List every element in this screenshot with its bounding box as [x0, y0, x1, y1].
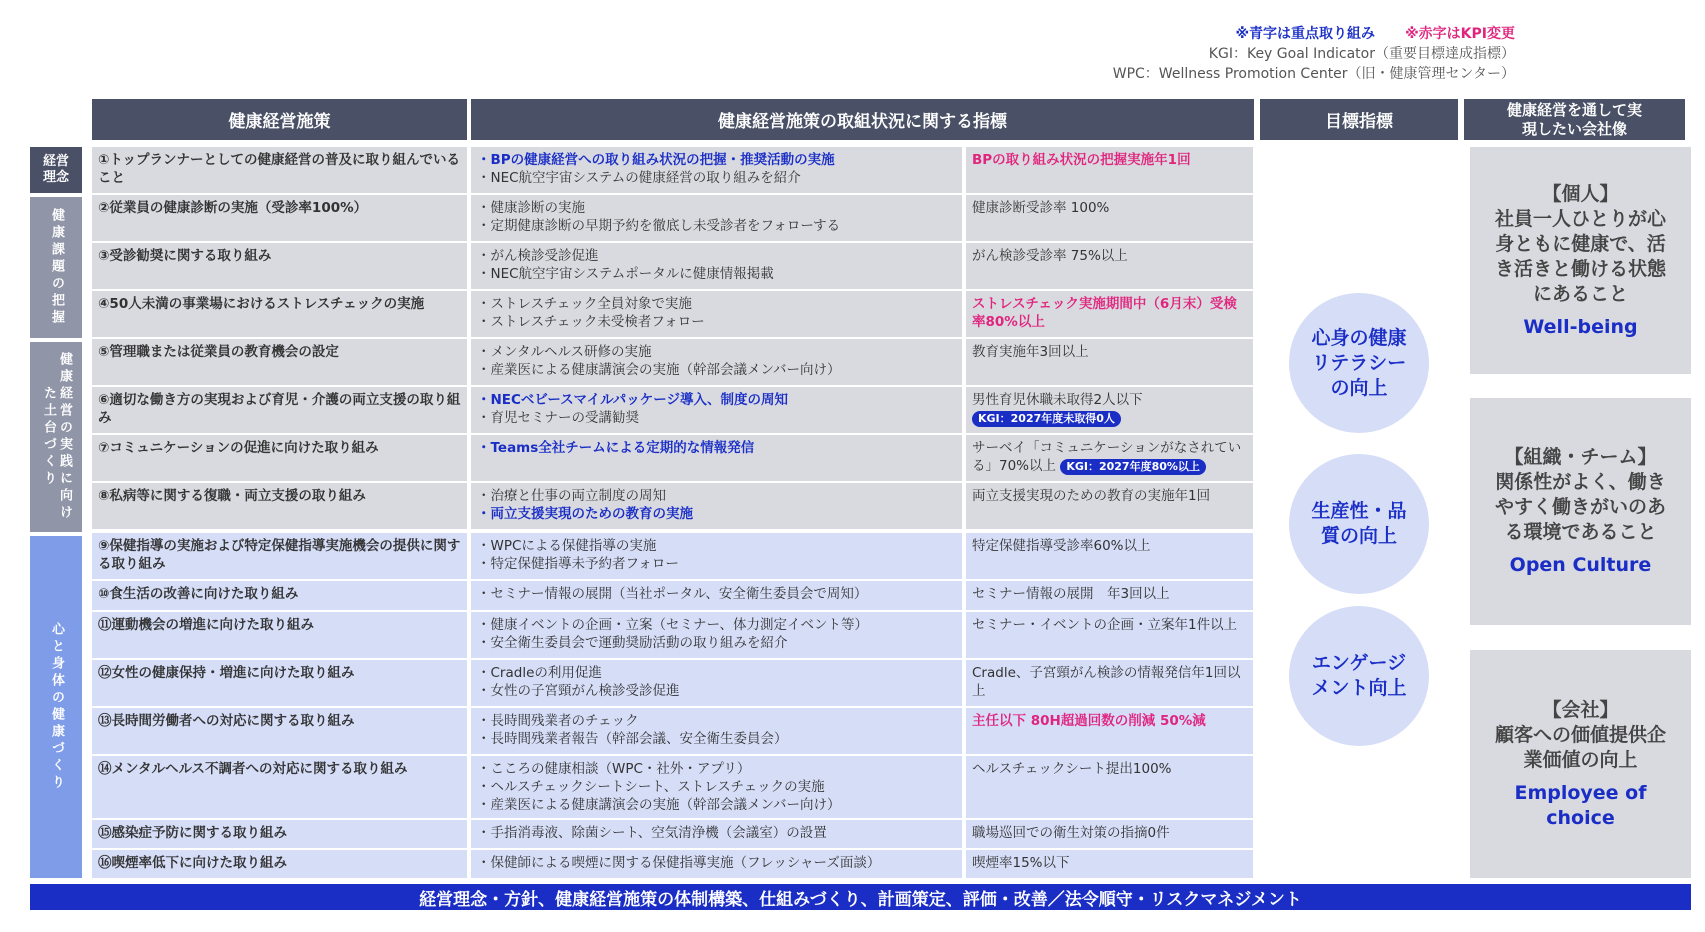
- actions-cell: ・手指消毒液、除菌シート、空気清浄機（会議室）の設置: [471, 820, 962, 848]
- header-targets: 目標指標: [1260, 99, 1458, 140]
- table-row: [92, 612, 1253, 658]
- indicator-cell: 教育実施年3回以上: [966, 339, 1253, 385]
- vision-body: 社員一人ひとりが心身ともに健康で、活き活きと働ける状態にあること: [1494, 207, 1666, 305]
- measure-cell: ⑬長時間労働者への対応に関する取り組み: [92, 708, 467, 754]
- vision-body: 関係性がよく、働きやすく働きがいのある環境であること: [1494, 471, 1666, 543]
- vision-english: Well-being: [1523, 315, 1638, 338]
- actions-cell: ・保健師による喫煙に関する保健指導実施（フレッシャーズ面談）: [471, 850, 962, 878]
- table-row: [92, 339, 1253, 385]
- indicator-cell: 男性育児休職未取得2人以下 KGI：2027年度未取得0人: [966, 387, 1253, 433]
- vision-title: 【組織・チーム】: [1504, 446, 1657, 468]
- actions-cell: ・治療と仕事の両立制度の周知 ・両立支援実現のための教育の実施: [471, 483, 962, 529]
- header-vision: 健康経営を通して実現したい会社像: [1464, 99, 1685, 140]
- category-mind-body: 心と身体の健康づくり: [30, 536, 82, 878]
- table-row: [92, 850, 1253, 878]
- measure-cell: ⑧私病等に関する復職・両立支援の取り組み: [92, 483, 467, 529]
- indicator-cell: がん検診受診率 75%以上: [966, 243, 1253, 289]
- table-row: [92, 483, 1253, 529]
- header-measures: 健康経営施策: [92, 99, 467, 140]
- measure-cell: ③受診勧奨に関する取り組み: [92, 243, 467, 289]
- indicator-cell: 特定保健指導受診率60%以上: [966, 533, 1253, 579]
- table-row: [92, 708, 1253, 754]
- measure-cell: ⑯喫煙率低下に向けた取り組み: [92, 850, 467, 878]
- legend: [1113, 24, 1515, 84]
- measure-cell: ⑪運動機会の増進に向けた取り組み: [92, 612, 467, 658]
- indicator-cell: 職場巡回での衛生対策の指摘0件: [966, 820, 1253, 848]
- header-indicators: 健康経営施策の取組状況に関する指標: [471, 99, 1254, 140]
- table-row: [92, 195, 1253, 241]
- target-health-literacy: 心身の健康リテラシーの向上: [1289, 293, 1429, 433]
- measure-cell: ⑩食生活の改善に向けた取り組み: [92, 581, 467, 610]
- actions-cell: ・NECベビースマイルパッケージ導入、制度の周知 ・育児セミナーの受講勧奨: [471, 387, 962, 433]
- actions-cell: ・こころの健康相談（WPC・社外・アプリ） ・ヘルスチェックシートシート、ストレスチェックの実施 ・産業医による健康講演会の実施（幹部会議メンバー向け）: [471, 756, 962, 818]
- actions-cell: ・Cradleの利用促進 ・女性の子宮頸がん検診受診促進: [471, 660, 962, 706]
- actions-cell: ・BPの健康経営への取り組み状況の把握・推奨活動の実施 ・NEC航空宇宙システムの健康経営の取り組みを紹介: [471, 147, 962, 193]
- vision-body: 顧客への価値提供企業価値の向上: [1494, 723, 1666, 771]
- measure-cell: ⑭メンタルヘルス不調者への対応に関する取り組み: [92, 756, 467, 818]
- legend-red-note: ※赤字はKPI変更: [1405, 26, 1515, 42]
- vision-company: [1470, 650, 1691, 878]
- indicator-cell: Cradle、子宮頸がん検診の情報発信年1回以上: [966, 660, 1253, 706]
- category-philosophy: 経営理念: [30, 147, 82, 193]
- actions-cell: ・ストレスチェック全員対象で実施 ・ストレスチェック未受検者フォロー: [471, 291, 962, 337]
- indicator-cell: 主任以下 80H超過回数の削減 50%減: [966, 708, 1253, 754]
- measure-cell: ⑤管理職または従業員の教育機会の設定: [92, 339, 467, 385]
- indicator-cell: サーベイ「コミュニケーションがなされている」70%以上 KGI：2027年度80%以上: [966, 435, 1253, 481]
- measure-cell: ⑦コミュニケーションの促進に向けた取り組み: [92, 435, 467, 481]
- table-row: [92, 291, 1253, 337]
- table-row: [92, 435, 1253, 481]
- measure-cell: ②従業員の健康診断の実施（受診率100%）: [92, 195, 467, 241]
- table-row: [92, 243, 1253, 289]
- indicator-cell: ストレスチェック実施期間中（6月末）受検率80%以上: [966, 291, 1253, 337]
- table-row: [92, 820, 1253, 848]
- table-row: [92, 660, 1253, 706]
- kgi-badge: KGI：2027年度80%以上: [1060, 459, 1206, 475]
- indicator-cell: BPの取り組み状況の把握実施年1回: [966, 147, 1253, 193]
- vision-title: 【会社】: [1542, 698, 1619, 721]
- category-foundation: 健康経営の実践に向けた土台づくり: [30, 342, 82, 532]
- measure-cell: ①トップランナーとしての健康経営の普及に取り組んでいること: [92, 147, 467, 193]
- target-productivity-quality: 生産性・品質の向上: [1289, 454, 1429, 594]
- measure-cell: ⑨保健指導の実施および特定保健指導実施機会の提供に関する取り組み: [92, 533, 467, 579]
- actions-cell: ・WPCによる保健指導の実施 ・特定保健指導未予約者フォロー: [471, 533, 962, 579]
- indicator-cell: 健康診断受診率 100%: [966, 195, 1253, 241]
- table-row: [92, 756, 1253, 818]
- table-row: [92, 533, 1253, 579]
- kgi-badge: KGI：2027年度未取得0人: [972, 411, 1121, 427]
- category-health-issues: 健康課題の把握: [30, 197, 82, 338]
- actions-cell: ・がん検診受診促進 ・NEC航空宇宙システムポータルに健康情報掲載: [471, 243, 962, 289]
- measure-cell: ④50人未満の事業場におけるストレスチェックの実施: [92, 291, 467, 337]
- indicator-cell: セミナー・イベントの企画・立案年1件以上: [966, 612, 1253, 658]
- vision-individual: [1470, 147, 1691, 374]
- vision-title: 【個人】: [1542, 182, 1619, 205]
- table-row: [92, 147, 1253, 193]
- indicator-cell: 両立支援実現のための教育の実施年1回: [966, 483, 1253, 529]
- measure-cell: ⑥適切な働き方の実現および育児・介護の両立支援の取り組み: [92, 387, 467, 433]
- indicator-cell: 喫煙率15%以下: [966, 850, 1253, 878]
- footer-bar: 経営理念・方針、健康経営施策の体制構築、仕組みづくり、計画策定、評価・改善／法令順守・リスクマネジメント: [30, 884, 1691, 910]
- actions-cell: ・メンタルヘルス研修の実施 ・産業医による健康講演会の実施（幹部会議メンバー向け）: [471, 339, 962, 385]
- target-engagement: エンゲージメント向上: [1289, 606, 1429, 746]
- actions-cell: ・長時間残業者のチェック ・長時間残業者報告（幹部会議、安全衛生委員会）: [471, 708, 962, 754]
- table-row: [92, 387, 1253, 433]
- measure-cell: ⑫女性の健康保持・増進に向けた取り組み: [92, 660, 467, 706]
- legend-kgi: KGI：Key Goal Indicator（重要目標達成指標）: [1208, 46, 1515, 62]
- measure-cell: ⑮感染症予防に関する取り組み: [92, 820, 467, 848]
- actions-cell: ・Teams全社チームによる定期的な情報発信: [471, 435, 962, 481]
- actions-cell: ・健康診断の実施 ・定期健康診断の早期予約を徹底し未受診者をフォローする: [471, 195, 962, 241]
- indicator-cell: ヘルスチェックシート提出100%: [966, 756, 1253, 818]
- indicator-cell: セミナー情報の展開 年3回以上: [966, 581, 1253, 610]
- vision-english: Open Culture: [1509, 554, 1652, 576]
- actions-cell: ・健康イベントの企画・立案（セミナー、体力測定イベント等） ・安全衛生委員会で運動奨励活動の取り組みを紹介: [471, 612, 962, 658]
- vision-organization: [1470, 398, 1691, 625]
- table-row: [92, 581, 1253, 610]
- legend-blue-note: ※青字は重点取り組み: [1235, 26, 1376, 42]
- actions-cell: ・セミナー情報の展開（当社ポータル、安全衛生委員会で周知）: [471, 581, 962, 610]
- vision-english: Employee of choice: [1514, 781, 1647, 829]
- legend-wpc: WPC：Wellness Promotion Center（旧・健康管理センター）: [1112, 66, 1515, 82]
